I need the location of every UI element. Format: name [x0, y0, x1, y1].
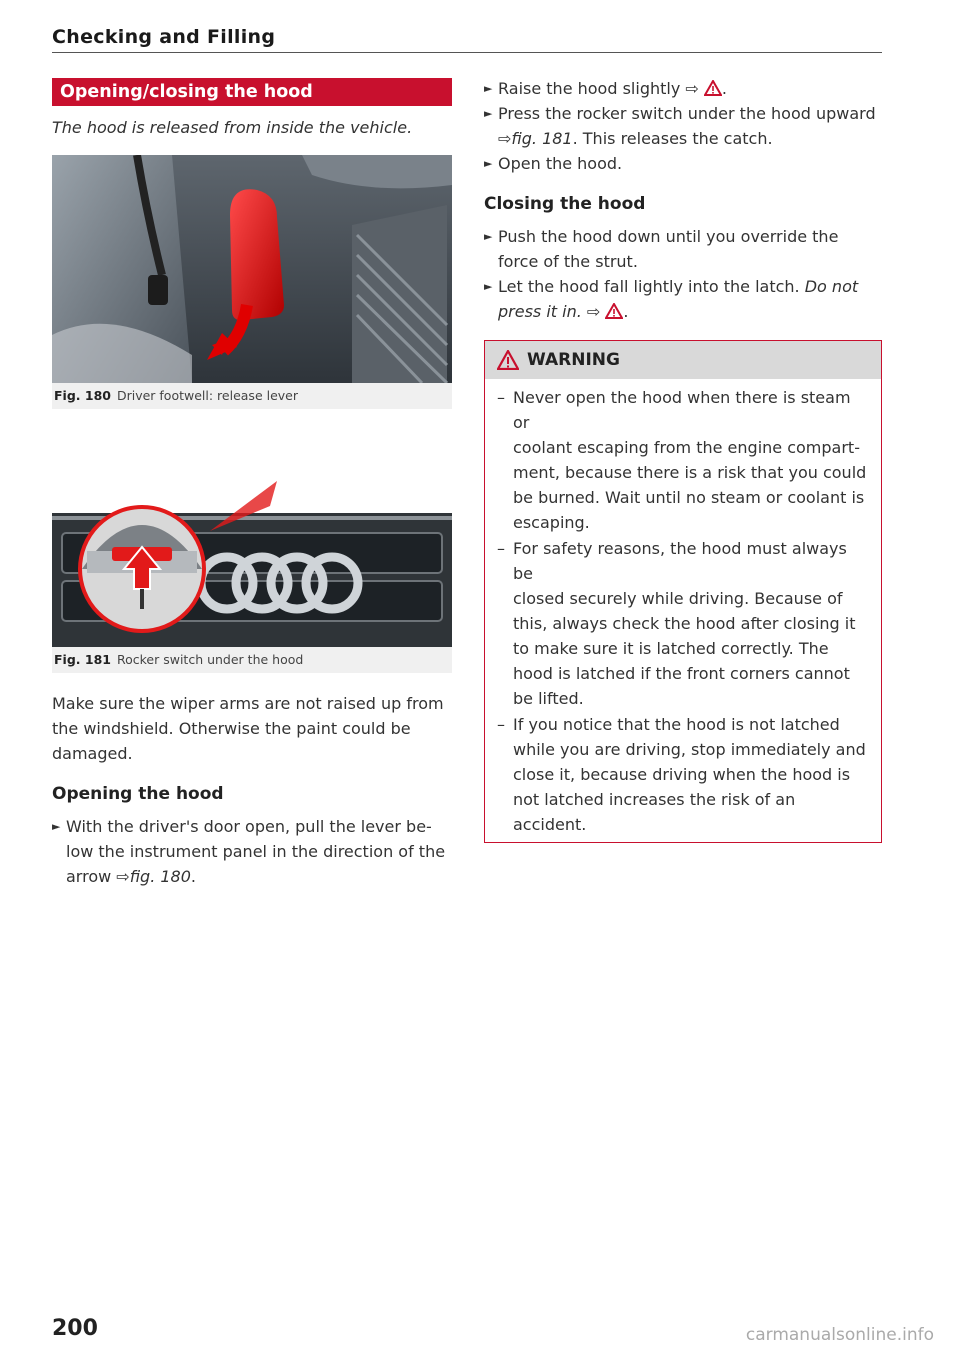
- warning-title: WARNING: [527, 350, 620, 370]
- warning-line: be lifted.: [513, 689, 584, 708]
- step-line: Push the hood down until you override the: [498, 227, 839, 246]
- warning-line: close it, because driving when the hood is: [513, 765, 851, 784]
- warning-line: not latched increases the risk of an accident.: [513, 790, 796, 834]
- warning-triangle-icon[interactable]: [605, 303, 623, 319]
- warning-line: to make sure it is latched correctly. The: [513, 639, 829, 658]
- fig-180-link[interactable]: fig. 180: [129, 867, 191, 886]
- warning-line: escaping.: [513, 513, 590, 532]
- warning-item: [497, 385, 869, 535]
- warning-line: be burned. Wait until no steam or coolant is: [513, 488, 865, 507]
- para-line: the windshield. Otherwise the paint could be: [52, 719, 411, 738]
- warning-item: [497, 536, 869, 711]
- chapter-title: Checking and Filling: [52, 26, 276, 48]
- ref-arrow-icon: ⇨: [498, 129, 512, 148]
- bullet-icon: ►: [484, 280, 493, 293]
- open-step-4: ► Open the hood.: [484, 151, 882, 176]
- close-step-1: [484, 224, 882, 274]
- figure-181-caption: [52, 647, 452, 673]
- dash-marker: –: [497, 715, 505, 734]
- opening-heading: Opening the hood: [52, 784, 224, 804]
- ref-arrow-icon: ⇨: [685, 79, 699, 98]
- ref-arrow-icon: ⇨: [586, 302, 601, 321]
- warning-line: For safety reasons, the hood must always be: [513, 539, 847, 583]
- right-column: [484, 76, 882, 843]
- step-line: ⇨fig. 181. This releases the catch.: [498, 129, 773, 148]
- warning-line: coolant escaping from the engine compart-: [513, 438, 860, 457]
- figure-181-label: Fig. 181: [54, 652, 111, 667]
- para-line: Make sure the wiper arms are not raised up from: [52, 694, 444, 713]
- left-column: [52, 78, 452, 889]
- bullet-icon: ►: [484, 157, 493, 170]
- warning-line: If you notice that the hood is not latched: [513, 715, 840, 734]
- step-line: force of the strut.: [498, 252, 638, 271]
- header-rule: [52, 52, 882, 53]
- fig-181-link[interactable]: fig. 181: [511, 129, 573, 148]
- section-title: Opening/closing the hood: [52, 78, 452, 106]
- intro-paragraph: [52, 691, 452, 766]
- closing-heading: Closing the hood: [484, 194, 646, 214]
- para-line: damaged.: [52, 744, 133, 763]
- step-line: low the instrument panel in the direction of the: [66, 842, 446, 861]
- step-line: Let the hood fall lightly into the latch. Do not: [498, 277, 859, 296]
- figure-181: [52, 421, 452, 673]
- step-line: arrow ⇨fig. 180.: [66, 867, 196, 886]
- open-step-2: ► Raise the hood slightly ⇨ .: [484, 76, 882, 101]
- step-line: With the driver's door open, pull the lever be-: [66, 817, 432, 836]
- dash-marker: –: [497, 539, 505, 558]
- bullet-icon: ►: [484, 107, 493, 120]
- section-intro: The hood is released from inside the vehicle.: [52, 118, 413, 137]
- warning-header: [485, 341, 881, 379]
- open-step-1: [52, 814, 452, 889]
- warning-triangle-icon: [497, 350, 519, 370]
- close-step-2: [484, 274, 882, 324]
- figure-180-caption: [52, 383, 452, 409]
- figure-180-text: Driver footwell: release lever: [116, 388, 298, 403]
- figure-180-label: Fig. 180: [54, 388, 111, 403]
- page-number: 200: [52, 1316, 98, 1341]
- step-line: press it in. ⇨ .: [498, 302, 629, 321]
- warning-line: hood is latched if the front corners cannot: [513, 664, 850, 683]
- watermark: carmanualsonline.info: [745, 1325, 934, 1345]
- ref-arrow-icon: ⇨: [116, 867, 130, 886]
- footwell-release-lever-image: [52, 155, 452, 383]
- figure-180: [52, 155, 452, 409]
- step-line: Press the rocker switch under the hood upward: [498, 104, 876, 123]
- warning-line: this, always check the hood after closing it: [513, 614, 856, 633]
- warning-body: [485, 379, 881, 842]
- dash-marker: –: [497, 388, 505, 407]
- warning-item: [497, 712, 869, 837]
- warning-line: ment, because there is a risk that you could: [513, 463, 867, 482]
- rocker-switch-image: [52, 421, 452, 647]
- warning-box: [484, 340, 882, 843]
- bullet-icon: ►: [52, 820, 61, 833]
- warning-line: while you are driving, stop immediately and: [513, 740, 866, 759]
- bullet-icon: ►: [484, 82, 493, 95]
- warning-line: closed securely while driving. Because of: [513, 589, 843, 608]
- figure-181-text: Rocker switch under the hood: [116, 652, 304, 667]
- bullet-icon: ►: [484, 230, 493, 243]
- warning-triangle-icon[interactable]: [704, 80, 722, 96]
- warning-line: Never open the hood when there is steam or: [513, 388, 851, 432]
- open-step-3: [484, 101, 882, 151]
